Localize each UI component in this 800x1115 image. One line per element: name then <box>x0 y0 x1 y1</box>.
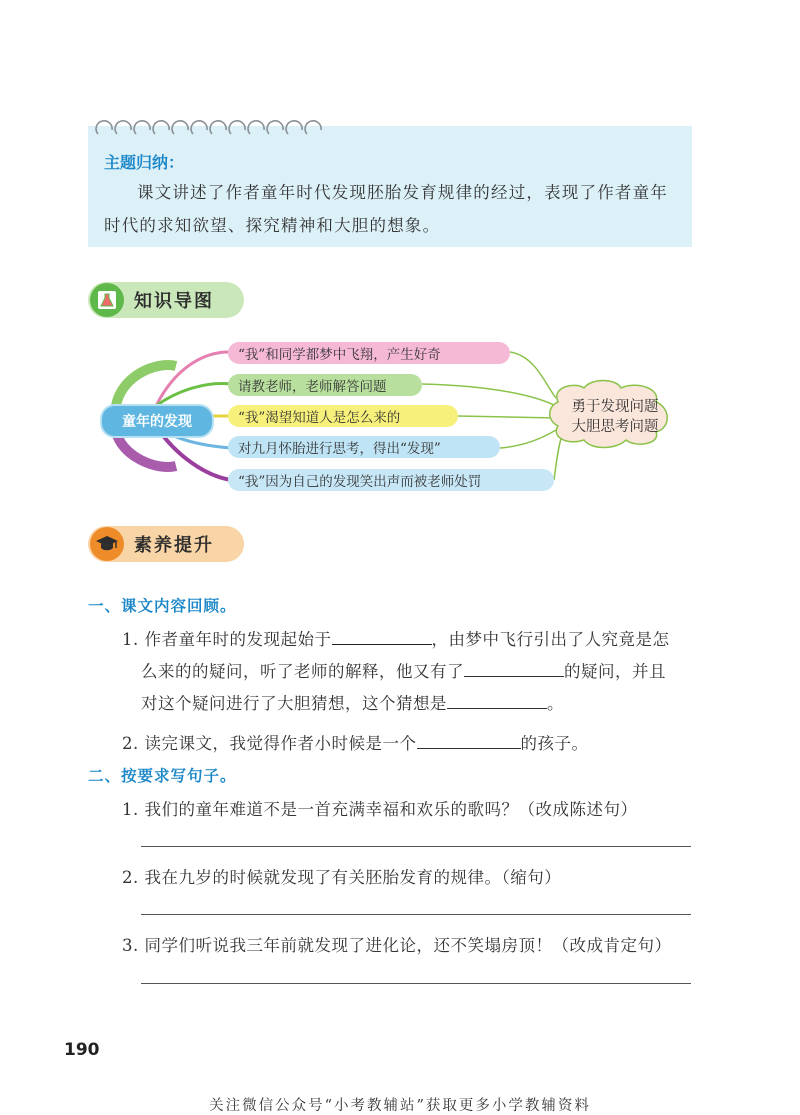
answer-line[interactable] <box>141 846 691 847</box>
answer-blank[interactable] <box>447 690 547 709</box>
flask-icon <box>90 283 124 317</box>
spiral-rings-icon <box>92 114 322 136</box>
question-text: 么来的的疑问，听了老师的解释，他又有了 <box>141 662 464 681</box>
mindmap-branch: “我”和同学都梦中飞翔，产生好奇 <box>228 342 510 364</box>
mindmap-cloud-line: 勇于发现问题 <box>571 399 659 415</box>
footer-note: 关注微信公众号“小考教辅站”获取更多小学教辅资料 <box>209 1098 591 1114</box>
mindmap-branch: 对九月怀胎进行思考，得出“发现” <box>228 436 500 458</box>
sentence-task: 2. 我在九岁的时候就发现了有关胚胎发育的规律。（缩句） <box>122 868 562 887</box>
answer-line[interactable] <box>141 983 691 984</box>
mindmap-cloud <box>560 397 670 437</box>
part1-heading: 一、课文内容回顾。 <box>88 597 237 615</box>
theme-text: 课文讲述了作者童年时代发现胚胎发育规律的经过，表现了作者童年时代的求知欲望、探究精神和大胆的想象。 <box>104 183 668 235</box>
question-text: 的孩子。 <box>520 734 589 753</box>
question-text: 。 <box>547 694 564 713</box>
answer-line[interactable] <box>141 914 691 915</box>
sentence-task: 3. 同学们听说我三年前就发现了进化论，还不笑塌房顶！（改成肯定句） <box>122 936 672 955</box>
answer-blank[interactable] <box>417 730 521 749</box>
theme-title: 主题归纳： <box>104 153 185 172</box>
section-title: 素养提升 <box>134 535 214 556</box>
sentence-task: 1. 我们的童年难道不是一首充满幸福和欢乐的歌吗？（改成陈述句） <box>122 800 638 819</box>
part2-heading: 二、按要求写句子。 <box>88 767 237 785</box>
question-text: 2. 读完课文，我觉得作者小时候是一个 <box>122 734 417 753</box>
question-text: 的疑问，并且 <box>564 662 666 681</box>
question-2-line <box>122 730 589 754</box>
question-text: 1. 作者童年时的发现起始于 <box>122 630 332 649</box>
question-1-line-3 <box>141 690 564 714</box>
mindmap-cloud-line: 大胆思考问题 <box>571 419 659 435</box>
question-1-line-1 <box>122 626 670 650</box>
section-header-knowledge-map <box>88 282 244 318</box>
question-text: ，由梦中飞行引出了人究竟是怎 <box>431 630 670 649</box>
mindmap-branch: 请教老师，老师解答问题 <box>228 374 422 396</box>
question-1-line-2 <box>141 658 666 682</box>
mindmap-branch: “我”渴望知道人是怎么来的 <box>228 405 458 427</box>
page-number: 190 <box>64 1040 100 1060</box>
section-header-improve <box>88 526 244 562</box>
answer-blank[interactable] <box>332 626 432 645</box>
answer-blank[interactable] <box>464 658 564 677</box>
section-title: 知识导图 <box>134 291 214 312</box>
mindmap-branch: “我”因为自己的发现笑出声而被老师处罚 <box>228 469 554 491</box>
question-text: 对这个疑问进行了大胆猜想，这个猜想是 <box>141 694 447 713</box>
mindmap-center: 童年的发现 <box>100 404 214 438</box>
graduation-cap-icon <box>90 527 124 561</box>
